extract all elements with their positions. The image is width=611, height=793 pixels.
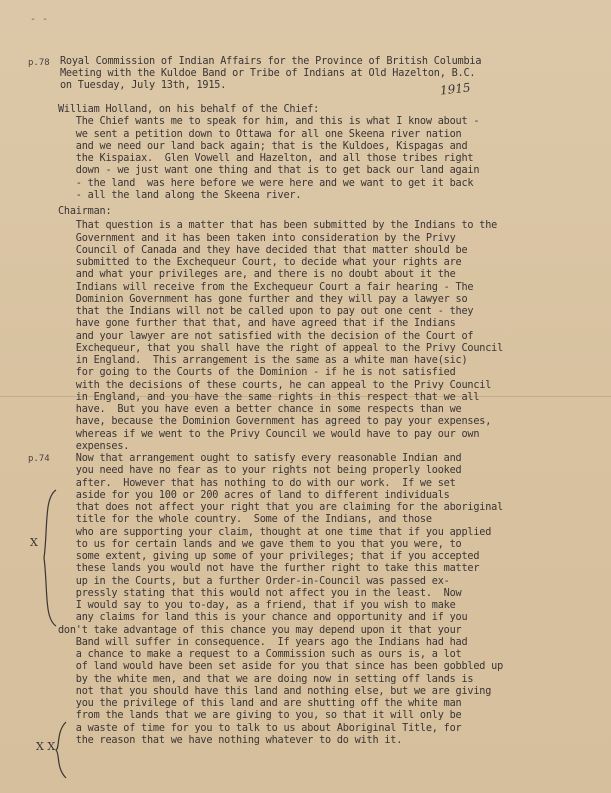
body-line: you the privilege of this land and are shutting off the white man	[58, 698, 462, 709]
body-line: don't take advantage of this chance you may depend upon it that your	[58, 624, 462, 636]
header-line-3: on Tuesday, July 13th, 1915.	[60, 80, 227, 91]
body-line: have gone further that that, and have agreed that if the Indians	[58, 318, 456, 330]
body-line: Exchequeur, that you shall have the right of appeal to the Privy Council	[58, 342, 504, 354]
body-line: the Kispaiax. Glen Vowell and Hazelton, and all those tribes right	[58, 153, 474, 164]
body-line: with the decisions of these courts, he can appeal to the Privy Council	[58, 379, 492, 391]
body-line: William Holland, on his behalf of the Chief:	[58, 104, 320, 115]
body-line: who are supporting your claim, thought at one time that if you applied	[58, 526, 492, 538]
body-line: not that you should have this land and nothing else, but we are giving	[58, 685, 492, 697]
body-line: by the white men, and that we are doing now in setting off lands is	[58, 673, 474, 685]
body-line: and we need our land back again; that is the Kuldoes, Kispagas and	[58, 140, 468, 152]
body-line: and what your privileges are, and there is no doubt about it the	[58, 269, 456, 281]
body-line: Government and it has been taken into consideration by the Privy	[58, 232, 456, 244]
body-line: in England, and you have the same rights in this respect that we all	[58, 391, 480, 403]
body-line: Band will suffer in consequence. If years ago the Indians had had	[58, 636, 468, 648]
body-line: of land would have been set aside for you that since has been gobbled up	[58, 661, 504, 673]
body-line: Now that arrangement ought to satisfy every reasonable Indian and	[58, 453, 462, 464]
body-line: that the Indians will not be called upon to pay out one cent - they	[58, 306, 474, 317]
body-line: for going to the Courts of the Dominion - if he is not satisfied	[58, 367, 456, 379]
body-line: I would say to you to-day, as a friend, that if you wish to make	[58, 600, 456, 611]
body-line: Chairman:	[58, 206, 112, 217]
header-line-1: Royal Commission of Indian Affairs for the Province of British Columbia	[60, 56, 482, 67]
corner-mark: - -	[30, 14, 49, 25]
header-line-2: Meeting with the Kuldoe Band or Tribe of Indians at Old Hazelton, B.C.	[60, 68, 476, 79]
body-line: you need have no fear as to your rights not being properly looked	[58, 465, 462, 477]
body-line: down - we just want one thing and that is to get back our land again	[58, 165, 480, 177]
body-line: a waste of time for you to talk to us about Aboriginal Title, for	[58, 722, 462, 734]
body-line: any claims for land this is your chance and opportunity and if you	[58, 612, 468, 624]
body-line: these lands you would not have the further right to take this matter	[58, 563, 480, 575]
body-line: - all the land along the Skeena river.	[58, 189, 302, 201]
margin-x-mark-1: X	[30, 536, 38, 549]
body-line: title for the whole country. Some of the Indians, and those	[58, 514, 432, 526]
body-line: Council of Canada and they have decided that that matter should be	[58, 244, 468, 256]
body-line: after. However that has nothing to do with our work. If we set	[58, 477, 456, 489]
body-line: expenses.	[58, 440, 130, 452]
body-line: Indians will receive from the Exchequeur Court a fair hearing - The	[58, 281, 474, 293]
body-line: a chance to make a request to a Commission such as ours is, a lot	[58, 649, 462, 660]
body-line: in England. This arrangement is the same as a white man have(sic)	[58, 355, 468, 366]
body-line: - the land was here before we were here and we want to get it back	[58, 177, 474, 189]
handwritten-year-note: 1915	[439, 80, 472, 98]
body-line: up in the Courts, but a further Order-in-Council was passed ex-	[58, 575, 450, 587]
body-line: to us for certain lands and we gave them to you that you were, to	[58, 538, 462, 550]
margin-x-mark-2: X X	[36, 740, 56, 753]
body-line: some extent, giving up some of your privileges; that if you accepted	[58, 551, 480, 562]
body-line: That question is a matter that has been submitted by the Indians to the	[58, 220, 498, 232]
body-line: that does not affect your right that you are claiming for the aboriginal	[58, 502, 504, 513]
body-line: we sent a petition down to Ottawa for all one Skeena river nation	[58, 128, 462, 140]
margin-ref-p78: p.78	[28, 58, 50, 68]
body-line: whereas if we went to the Privy Council we would have to pay our own	[58, 428, 480, 440]
body-line: have. But you have even a better chance in some respects than we	[58, 404, 462, 415]
margin-brace-1	[34, 488, 60, 628]
body-line: submitted to the Exchequeur Court, to decide what your rights are	[58, 257, 462, 268]
body-line: and your lawyer are not satisfied with the decision of the Court of	[58, 330, 474, 342]
body-line: The Chief wants me to speak for him, and this is what I know about -	[58, 116, 480, 128]
body-line: aside for you 100 or 200 acres of land to different individuals	[58, 489, 450, 501]
body-line: Dominion Government has gone further and they will pay a lawyer so	[58, 293, 468, 305]
body-line: have, because the Dominion Government has agreed to pay your expenses,	[58, 416, 492, 428]
margin-ref-p74: p.74	[28, 454, 50, 464]
body-line: from the lands that we are giving to you, so that it will only be	[58, 710, 462, 722]
body-line: pressly stating that this would not affect you in the least. Now	[58, 587, 462, 599]
body-line: the reason that we have nothing whatever to do with it.	[58, 734, 403, 746]
